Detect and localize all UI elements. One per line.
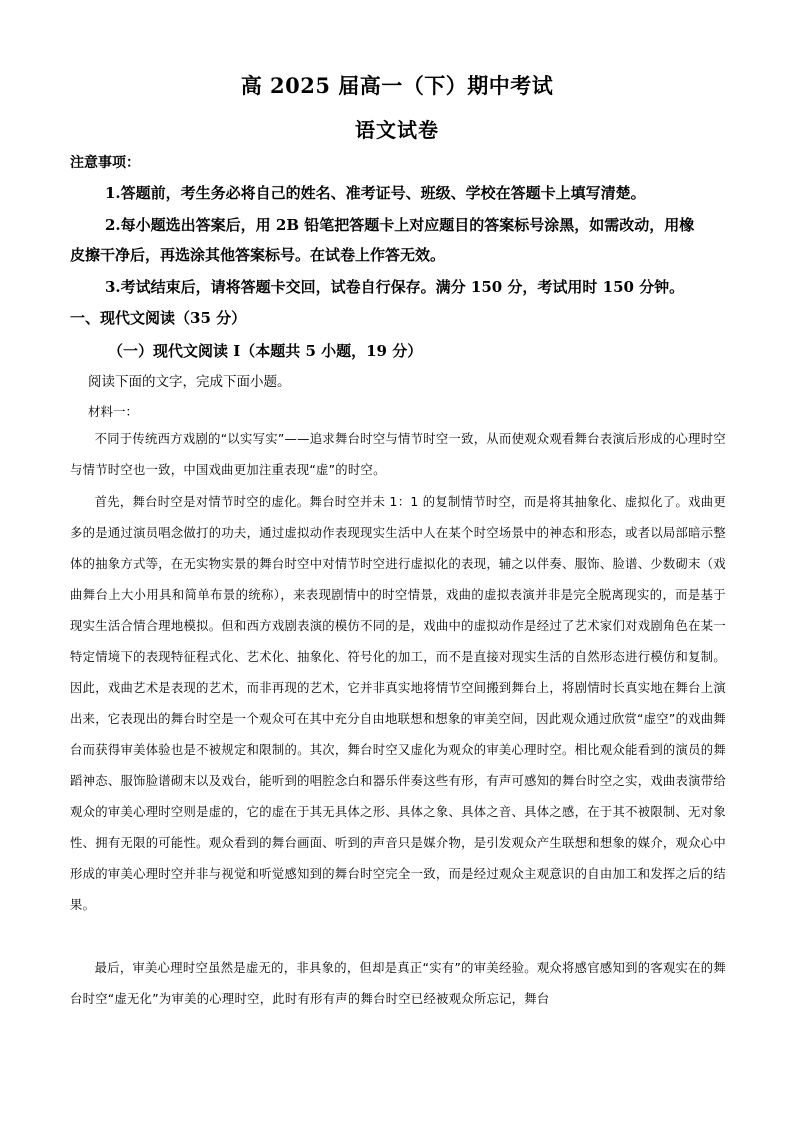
notice-item-2-line-1: 2.每小题选出答案后，用 2B 铅笔把答题卡上对应题目的答案标号涂黑，如需改动，用橡 — [105, 216, 695, 234]
passage-paragraph-3: 最后，审美心理时空虽然是虚无的，非具象的，但却是真正“实有”的审美经验。观众将感官感知到的客观实在的舞台时空“虚无化”为审美的心理时空，此时有形有声的舞台时空已经被观众所忘记，舞台 — [70, 961, 726, 1006]
section-heading: 一、现代文阅读（35 分） — [70, 309, 247, 327]
notice-item-1: 1.答题前，考生务必将自己的姓名、准考证号、班级、学校在答题卡上填写清楚。 — [105, 184, 646, 202]
notice-heading: 注意事项： — [70, 155, 140, 171]
subject-title: 语文试卷 — [355, 118, 439, 142]
passage-paragraph-1: 不同于传统西方戏剧的“以实写实”——追求舞台时空与情节时空一致，从而使观众观看舞台表演后形成的心理时空与情节时空也一致，中国戏曲更加注重表现“虚”的时空。 — [70, 432, 726, 477]
passage-paragraph-2: 首先，舞台时空是对情节时空的虚化。舞台时空并未 1：1 的复制情节时空，而是将其抽象化、虚拟化了。戏曲更多的是通过演员唱念做打的功夫，通过虚拟动作表现现实生活中人在某个时空场景中的神态和形态，或者以局部暗示整体的抽象方式等，在无实物实景的舞台时空中对情节时空进行虚拟化的表现，辅之以伴奏、服饰、脸谱、少数砌末（戏曲舞台上大小用具和简单布景的统称），来表现剧情中的时空情景，戏曲的虚拟表演并非是完全脱离现实的，而是基于现实生活合情合理地模拟。但和西方戏剧表演的模仿不同的是，戏曲中的虚拟动作是经过了艺术家们对戏剧角色在某一特定情境下的表现特征程式化、艺术化、抽象化、符号化的加工，而不是直接对现实生活的自然形态进行模仿和复制。因此，戏曲艺术是表现的艺术，而非再现的艺术，它并非真实地将情节空间搬到舞台上，将剧情时长真实地在舞台上演出来，它表现出的舞台时空是一个观众可在其中充分自由地联想和想象的审美空间，因此观众通过欣赏“虚空”的戏曲舞台而获得审美体验也是不被规定和限制的。其次，舞台时空又虚化为观众的审美心理时空。相比观众能看到的演员的舞蹈神态、服饰脸谱砌末以及戏台，能听到的唱腔念白和器乐伴奏这些有形，有声可感知的舞台时空之实，戏曲表演带给观众的审美心理时空则是虚的，它的虚在于其无具体之形、具体之象、具体之音、具体之感，在于其不被限制、无对象性、拥有无限的可能性。观众看到的舞台画面、听到的声音只是媒介物，是引发观众产生联想和想象的媒介，观众心中形成的审美心理时空并非与视觉和听觉感知到的舞台时空完全一致，而是经过观众主观意识的自由加工和发挥之后的结果。 — [70, 495, 726, 912]
subsection-heading: （一）现代文阅读 I（本题共 5 小题，19 分） — [108, 342, 423, 360]
exam-title: 高 2025 届高一（下）期中考试 — [240, 73, 554, 98]
notice-item-2-line-2: 皮擦干净后，再选涂其他答案标号。在试卷上作答无效。 — [70, 246, 446, 264]
material-label: 材料一： — [88, 404, 139, 419]
notice-item-3: 3.考试结束后，请将答题卡交回，试卷自行保存。满分 150 分，考试用时 150 分钟。 — [105, 278, 685, 296]
reading-instruction: 阅读下面的文字，完成下面小题。 — [88, 374, 291, 389]
